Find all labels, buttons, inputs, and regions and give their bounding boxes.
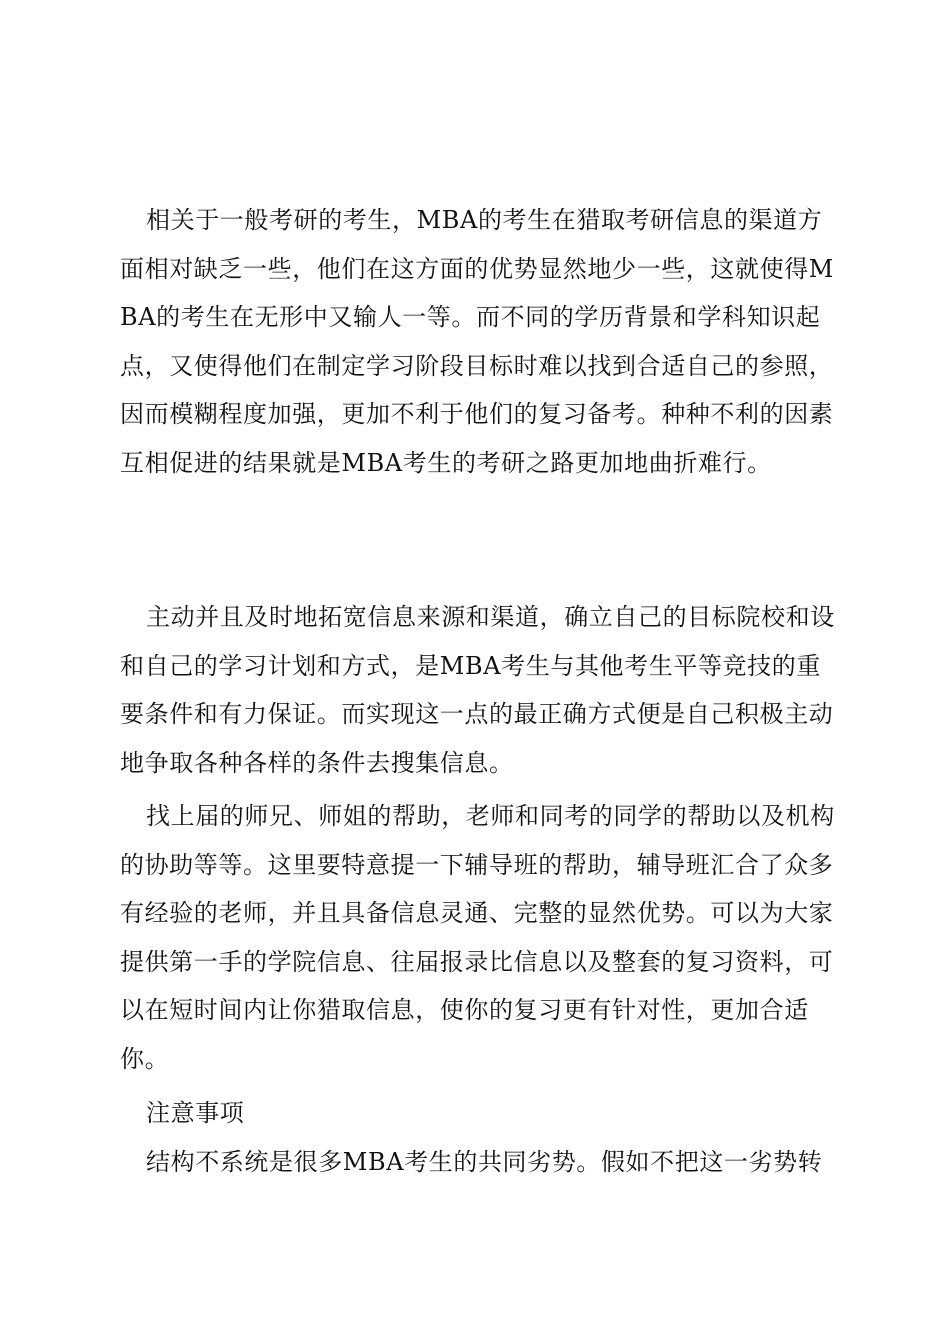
paragraph-info-channels: 相关于一般考研的考生，MBA的考生在猎取考研信息的渠道方面相对缺乏一些，他们在这方面的优势显然地少一些，这就使得MBA的考生在无形中又输人一等。而不同的学历背景和学科知识起点，又使得他们在制定学习阶段目标时难以找到合适自己的参照，因而模糊程度加强，更加不利于他们的复习备考。种种不利的因素互相促进的结果就是MBA考生的考研之路更加地曲折难行。 (120, 206, 834, 477)
paragraph-structure-weakness: 结构不系统是很多MBA考生的共同劣势。假如不把这一劣势转 (146, 1148, 823, 1176)
section-heading-notes: 注意事项 (146, 1099, 245, 1127)
paragraph-seek-help: 找上届的师兄、师姐的帮助，老师和同考的同学的帮助以及机构的协助等等。这里要特意提一下辅导班的帮助，辅导班汇合了众多有经验的老师，并且具备信息灵通、完整的显然优势。可以为大家提供第一手的学院信息、往届报录比信息以及整套的复习资料，可以在短时间内让你猎取信息，使你的复习更有针对性，更加合适你。 (120, 802, 835, 1073)
paragraph-expand-sources: 主动并且及时地拓宽信息来源和渠道，确立自己的目标院校和设和自己的学习计划和方式，是MBA考生与其他考生平等竞技的重要条件和有力保证。而实现这一点的最正确方式便是自己积极主动地争取各种各样的条件去搜集信息。 (120, 603, 835, 777)
